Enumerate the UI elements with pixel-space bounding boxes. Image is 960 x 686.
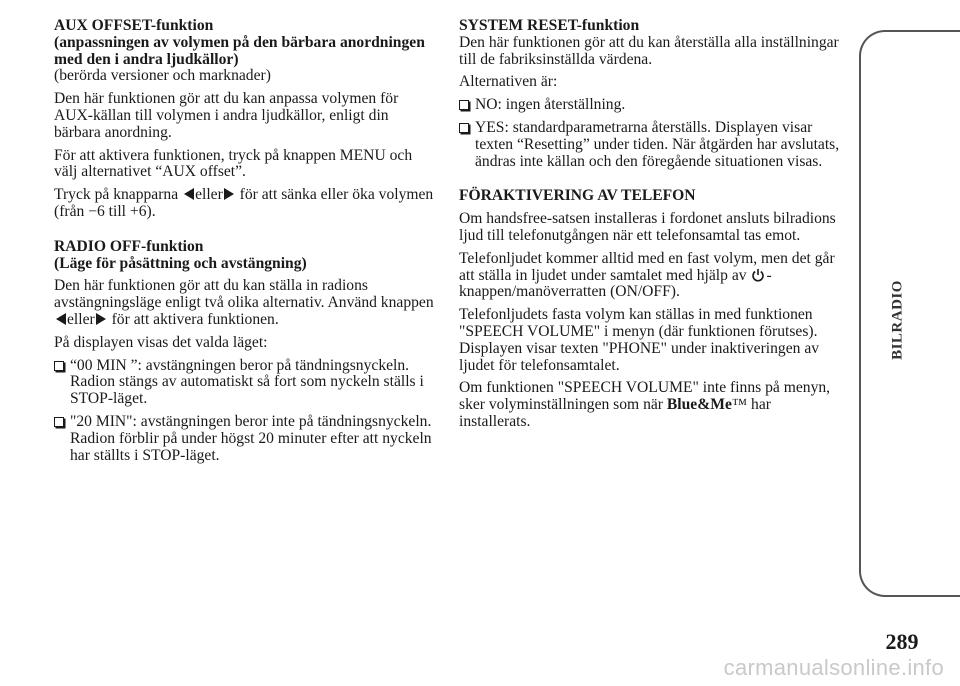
list-item: [459, 120, 843, 170]
system-reset-title: SYSTEM RESET-funktion: [459, 17, 640, 34]
brand-name: Blue&Me: [666, 396, 732, 414]
text-fragment: Tryck på knapparna: [54, 186, 179, 204]
section-tab: [859, 30, 960, 597]
phone-paragraph: Om handsfree-satsen installeras i fordonet ansluts bilradions ljud till telefonutgången när ett telefonsamtal tas emot.: [459, 210, 836, 244]
list-item: [54, 358, 438, 408]
aux-offset-paragraph: Den här funktionen gör att du kan anpassa volymen för AUX-källan till volymen i andra ljudkällor, enligt din bärbara anordning.: [54, 90, 399, 141]
phone-paragraph: [459, 251, 843, 301]
list-item-text: YES: standardparametrarna återställs. Displayen visar texten “Resetting” under tiden. När åtgärden har avslutats, ändras inte källan och den föregående situationen visas.: [475, 118, 840, 170]
aux-offset-title: AUX OFFSET-funktion: [54, 17, 214, 34]
list-item: [54, 414, 438, 464]
phone-paragraph: Telefonljudets fasta volym kan ställas in med funktionen "SPEECH VOLUME" i menyn (där funktionen förutses). Displayen visar texten "PHONE" under inaktiveringen av ljudet för telefonsamtalet.: [459, 306, 820, 374]
checkbox-bullet-icon: [459, 100, 469, 110]
page-number: 289: [885, 629, 919, 654]
list-item-text: “00 MIN ”: avstängningen beror på tändningsnyckeln. Radion stängs av automatiskt så fort som nyckeln ställs i STOP-läget.: [70, 356, 424, 408]
arrow-right-icon: [224, 188, 234, 200]
watermark: carmanualsonline.info: [723, 655, 944, 680]
text-fragment: Om funktionen "SPEECH VOLUME" inte finns på menyn, sker volyminställningen som när: [459, 379, 831, 414]
checkbox-bullet-icon: [54, 361, 64, 371]
phone-paragraph: [459, 380, 843, 430]
text-fragment: eller: [67, 310, 95, 328]
system-reset-paragraph: Den här funktionen gör att du kan återställa alla inställningar till de fabriksinställda värdena.: [459, 33, 839, 68]
text-fragment: för att sänka eller öka volymen (från −6 till +6).: [54, 186, 434, 220]
list-item: [459, 97, 843, 114]
arrow-right-icon: [96, 313, 106, 325]
power-knob-icon: [751, 268, 765, 282]
list-item-text: NO: ingen återställning.: [475, 96, 626, 114]
system-reset-paragraph: Alternativen är:: [459, 73, 558, 91]
right-column: [459, 18, 843, 437]
left-column: [54, 18, 438, 470]
list-item-text: "20 MIN": avstängningen beror inte på tändningsnyckeln. Radion förblir på under högst 20 minuter efter att nyckeln har ställts i STOP-läget.: [70, 412, 432, 464]
section-label: BILRADIO: [889, 280, 906, 360]
phone-title: FÖRAKTIVERING AV TELEFON: [459, 187, 696, 205]
checkbox-bullet-icon: [459, 123, 469, 133]
checkbox-bullet-icon: [54, 417, 64, 427]
radio-off-paragraph: På displayen visas det valda läget:: [54, 333, 268, 351]
text-fragment: eller: [195, 186, 223, 204]
radio-off-subtitle: (Läge för påsättning och avstängning): [54, 254, 307, 272]
arrow-left-icon: [184, 188, 194, 200]
text-fragment: för att aktivera funktionen.: [111, 310, 279, 328]
radio-off-title: RADIO OFF-funktion: [54, 237, 204, 255]
text-fragment: Den här funktionen gör att du kan ställa in radions avstängningsläge enligt två olika alternativ. Använd knappen: [54, 277, 434, 312]
text-fragment: -knappen/manöverratten (ON/OFF).: [459, 266, 772, 301]
text-fragment: ™ har installerats.: [459, 396, 771, 430]
aux-offset-paragraph: [54, 187, 438, 221]
aux-offset-subtitle: (anpassningen av volymen på den bärbara anordningen med den i andra ljudkällor): [54, 33, 425, 68]
text-fragment: Telefonljudet kommer alltid med en fast volym, men det går att ställa in ljudet under samtalet med hjälp av: [459, 249, 835, 284]
arrow-left-icon: [56, 313, 66, 325]
aux-offset-paragraph: För att aktivera funktionen, tryck på knappen MENU och välj alternativet “AUX offset”.: [54, 146, 413, 181]
radio-off-paragraph: [54, 278, 438, 328]
aux-offset-note: (berörda versioner och marknader): [54, 67, 271, 85]
